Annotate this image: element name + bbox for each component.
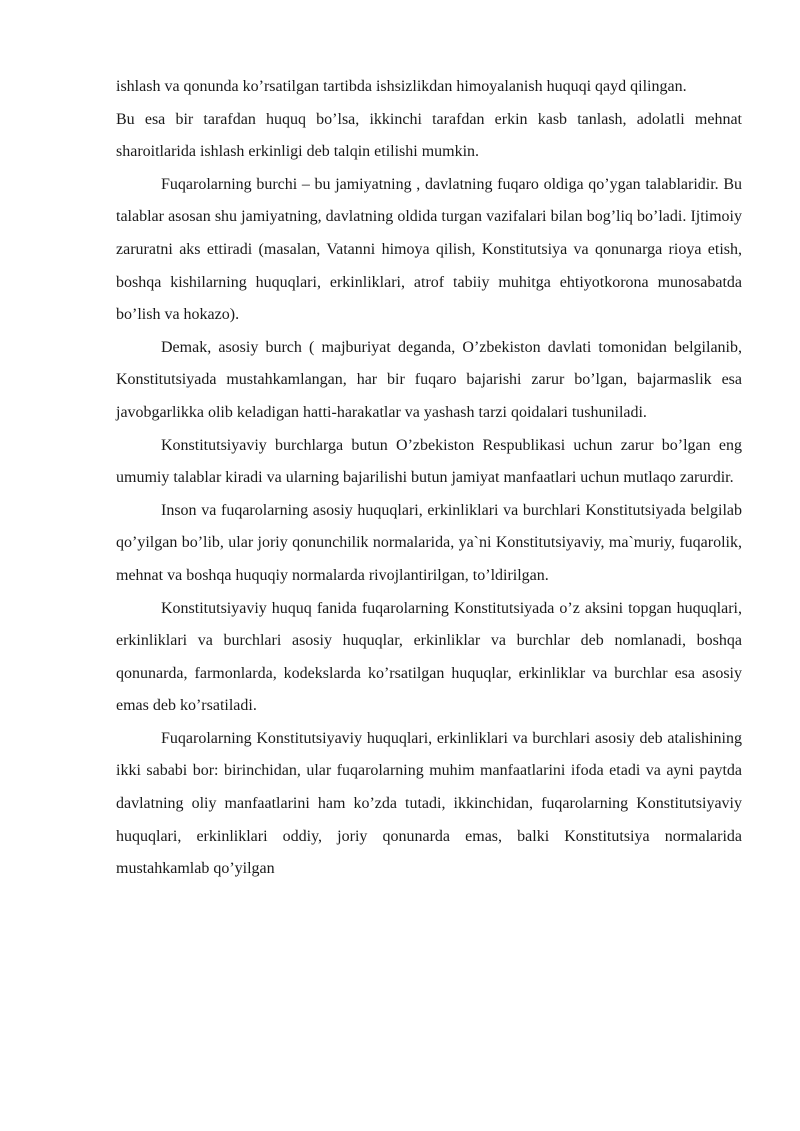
paragraph-1: ishlash va qonunda ko’rsatilgan tartibda ishsizlikdan himoyalanish huquqi qayd qilingan. bbox=[116, 78, 687, 95]
paragraph-4: Demak, asosiy burch ( majburiyat deganda, O’zbekiston davlati tomonidan belgilanib, Konstitutsiyada mustahkamlangan, har bir fuqaro bajarishi zarur bo’lgan, bajarmaslik esa javobgarlikka olib keladigan hatti-harakatlar va yashash tarzi qoidalari tushuniladi. bbox=[116, 338, 742, 421]
paragraph-6: Inson va fuqarolarning asosiy huquqlari, erkinliklari va burchlari Konstitutsiyada belgilab qo’yilgan bo’lib, ular joriy qonunchilik normalarida, ya`ni Konstitutsiyaviy, ma`muriy, fuqarolik, mehnat va boshqa huquqiy normalarda rivojlantirilgan, to’ldirilgan. bbox=[116, 501, 742, 584]
paragraph-3: Fuqarolarning burchi – bu jamiyatning , davlatning fuqaro oldiga qo’ygan talablaridir. Bu talablar asosan shu jamiyatning, davlatning oldida turgan vazifalari bilan bog’liq bo’ladi. Ijtimoiy zaruratni aks ettiradi (masalan, Vatanni himoya qilish, Konstitutsiya va qonunarga rioya etish, boshqa kishilarning huquqlari, erkinliklari, atrof tabiiy muhitga ehtiyotkorona munosabatda bo’lish va hokazo). bbox=[116, 175, 742, 324]
paragraph-2: Bu esa bir tarafdan huquq bo’lsa, ikkinchi tarafdan erkin kasb tanlash, adolatli mehnat sharoitlarida ishlash erkinligi deb talqin etilishi mumkin. bbox=[116, 110, 742, 161]
paragraph-5: Konstitutsiyaviy burchlarga butun O’zbekiston Respublikasi uchun zarur bo’lgan eng umumiy talablar kiradi va ularning bajarilishi butun jamiyat manfaatlari uchun mutlaqo zarurdir. bbox=[116, 436, 742, 487]
paragraph-7: Konstitutsiyaviy huquq fanida fuqarolarning Konstitutsiyada o’z aksini topgan huquqlari, erkinliklari va burchlari asosiy huquqlar, erkinliklar va burchlar deb nomlanadi, boshqa qonunarda, farmonlarda, kodekslarda ko’rsatilgan huquqlar, erkinliklar va burchlar esa asosiy emas deb ko’rsatiladi. bbox=[116, 599, 742, 715]
document-page bbox=[116, 71, 742, 886]
paragraph-8: Fuqarolarning Konstitutsiyaviy huquqlari, erkinliklari va burchlari asosiy deb atalishining ikki sababi bor: birinchidan, ular fuqarolarning muhim manfaatlarini ifoda etadi va ayni paytda davlatning oliy manfaatlarini ham ko’zda tutadi, ikkinchidan, fuqarolarning Konstitutsiyaviy huquqlari, erkinliklari oddiy, joriy qonunarda emas, balki Konstitutsiya normalarida mustahkamlab qo’yilgan bbox=[116, 729, 742, 878]
